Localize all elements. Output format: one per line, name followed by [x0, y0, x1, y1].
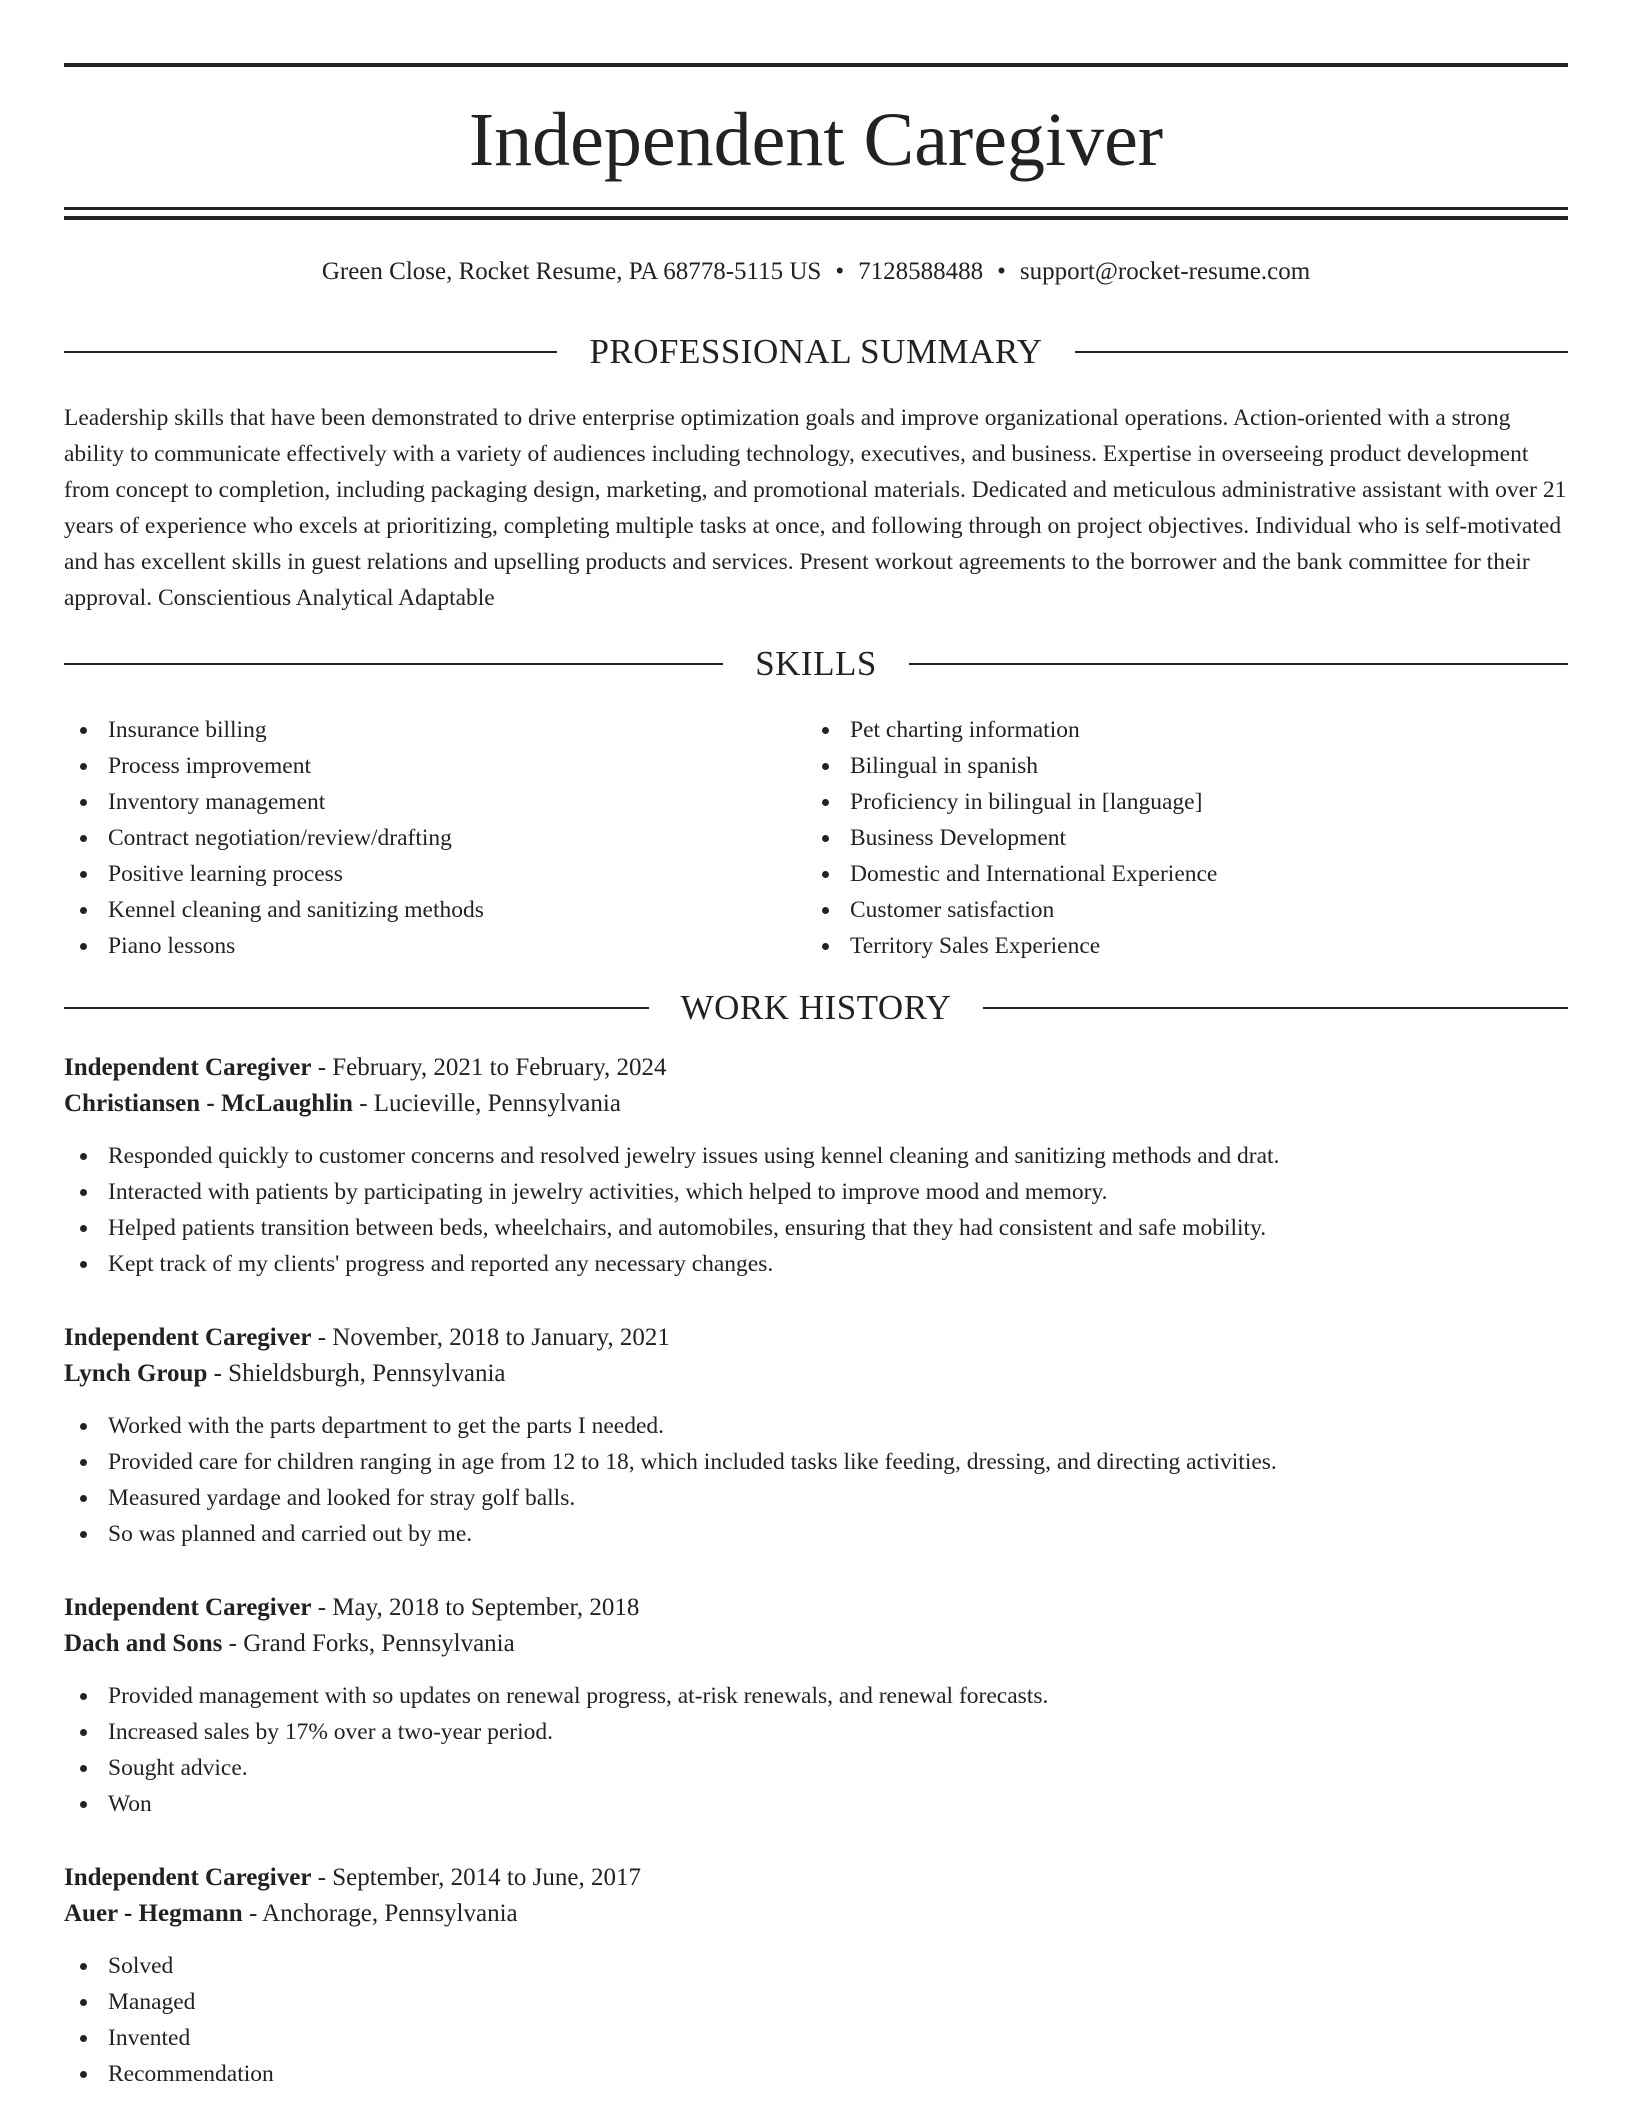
job-bullet: So was planned and carried out by me. — [64, 1516, 1568, 1552]
professional-summary-text: Leadership skills that have been demonstrated to drive enterprise optimization goals and improve organizational operations. Action-oriented with a strong ability to communicate effectively with a variety of audiences including technology, executives, and business. Expertise in overseeing product development from concept to completion, including packaging design, marketing, and promotional materials. Dedicated and meticulous administrative assistant with over 21 years of experience who excels at prioritizing, completing multiple tasks at once, and following through on project objectives. Individual who is self-motivated and has excellent skills in guest relations and upselling products and services. Present workout agreements to the borrower and the bank committee for their approval. Conscientious Analytical Adaptable — [64, 405, 1567, 611]
job-title-line — [64, 1320, 1568, 1356]
contact-address: Green Close, Rocket Resume, PA 68778-5115 US — [321, 258, 822, 285]
section-rule-left — [64, 1007, 649, 1009]
section-rule-left — [64, 351, 557, 353]
job-company: Lynch Group — [64, 1360, 208, 1387]
job-bullet: Sought advice. — [64, 1750, 1568, 1786]
skills-list-right — [806, 712, 1506, 964]
job-bullet: Worked with the parts department to get the parts I needed. — [64, 1408, 1568, 1444]
job-bullet: Recommendation — [64, 2056, 1568, 2092]
job-bullet: Increased sales by 17% over a two-year period. — [64, 1714, 1568, 1750]
section-title-summary: PROFESSIONAL SUMMARY — [589, 332, 1043, 371]
job-dates: - February, 2021 to February, 2024 — [311, 1054, 667, 1081]
job-bullets — [64, 1948, 1568, 2092]
section-header-work — [64, 986, 1568, 1030]
job-bullet: Interacted with patients by participating in jewelry activities, which helped to improve mood and memory. — [64, 1174, 1568, 1210]
skill-item: Pet charting information — [806, 712, 1506, 748]
skill-item: Proficiency in bilingual in [language] — [806, 784, 1506, 820]
skill-item: Process improvement — [64, 748, 764, 784]
job-company: Dach and Sons — [64, 1630, 223, 1657]
skill-item: Kennel cleaning and sanitizing methods — [64, 892, 764, 928]
job-bullet: Provided care for children ranging in age from 12 to 18, which included tasks like feeding, dressing, and directing activities. — [64, 1444, 1568, 1480]
contact-phone: 7128588488 — [858, 258, 984, 285]
job-entry — [64, 1590, 1568, 1822]
job-location: - Grand Forks, Pennsylvania — [222, 1630, 515, 1657]
job-location: - Anchorage, Pennsylvania — [242, 1900, 518, 1927]
header-top-rule — [64, 63, 1568, 67]
skill-item: Contract negotiation/review/drafting — [64, 820, 764, 856]
job-company: Auer - Hegmann — [64, 1900, 243, 1927]
job-company-line — [64, 1086, 1568, 1122]
header-double-rule-lower — [64, 216, 1568, 220]
job-bullets — [64, 1138, 1568, 1282]
skill-item: Domestic and International Experience — [806, 856, 1506, 892]
job-company-line — [64, 1896, 1568, 1932]
job-title-line — [64, 1050, 1568, 1086]
section-header-summary — [64, 330, 1568, 374]
job-company-line — [64, 1356, 1568, 1392]
job-entry — [64, 1860, 1568, 2092]
job-bullet: Responded quickly to customer concerns and resolved jewelry issues using kennel cleaning and sanitizing methods and drat. — [64, 1138, 1568, 1174]
skill-item: Customer satisfaction — [806, 892, 1506, 928]
skill-item: Business Development — [806, 820, 1506, 856]
section-title-work: WORK HISTORY — [680, 988, 952, 1027]
skill-item: Piano lessons — [64, 928, 764, 964]
job-title: Independent Caregiver — [64, 1054, 312, 1081]
job-bullets — [64, 1408, 1568, 1552]
contact-separator: • — [835, 258, 845, 285]
section-rule-left — [64, 663, 723, 665]
candidate-name: Independent Caregiver — [468, 98, 1164, 182]
section-title-skills: SKILLS — [755, 644, 877, 683]
header-double-rule-upper — [64, 207, 1568, 210]
job-dates: - May, 2018 to September, 2018 — [311, 1594, 640, 1621]
job-title-line — [64, 1590, 1568, 1626]
job-dates: - September, 2014 to June, 2017 — [311, 1864, 641, 1891]
job-location: - Lucieville, Pennsylvania — [352, 1090, 621, 1117]
job-bullet: Measured yardage and looked for stray golf balls. — [64, 1480, 1568, 1516]
job-company: Christiansen - McLaughlin — [64, 1090, 353, 1117]
job-bullet: Provided management with so updates on renewal progress, at-risk renewals, and renewal forecasts. — [64, 1678, 1568, 1714]
section-rule-right — [1075, 351, 1568, 353]
job-company-line — [64, 1626, 1568, 1662]
job-entry — [64, 1320, 1568, 1552]
section-rule-right — [909, 663, 1568, 665]
job-title: Independent Caregiver — [64, 1864, 312, 1891]
job-dates: - November, 2018 to January, 2021 — [311, 1324, 670, 1351]
job-title-line — [64, 1860, 1568, 1896]
skill-item: Inventory management — [64, 784, 764, 820]
job-entry — [64, 1050, 1568, 1282]
job-bullets — [64, 1678, 1568, 1822]
skill-item: Bilingual in spanish — [806, 748, 1506, 784]
skill-item: Insurance billing — [64, 712, 764, 748]
job-bullet: Kept track of my clients' progress and reported any necessary changes. — [64, 1246, 1568, 1282]
job-bullet: Helped patients transition between beds, wheelchairs, and automobiles, ensuring that they had consistent and safe mobility. — [64, 1210, 1568, 1246]
job-bullet: Invented — [64, 2020, 1568, 2056]
job-bullet: Managed — [64, 1984, 1568, 2020]
contact-separator: • — [997, 258, 1006, 285]
contact-line — [64, 255, 1568, 289]
job-bullet: Won — [64, 1786, 1568, 1822]
job-location: - Shieldsburgh, Pennsylvania — [207, 1360, 506, 1387]
contact-email: support@rocket-resume.com — [1019, 258, 1311, 285]
section-header-skills — [64, 642, 1568, 686]
skill-item: Positive learning process — [64, 856, 764, 892]
skills-list-left — [64, 712, 764, 964]
job-title: Independent Caregiver — [64, 1324, 312, 1351]
job-title: Independent Caregiver — [64, 1594, 312, 1621]
section-rule-right — [983, 1007, 1568, 1009]
skill-item: Territory Sales Experience — [806, 928, 1506, 964]
job-bullet: Solved — [64, 1948, 1568, 1984]
